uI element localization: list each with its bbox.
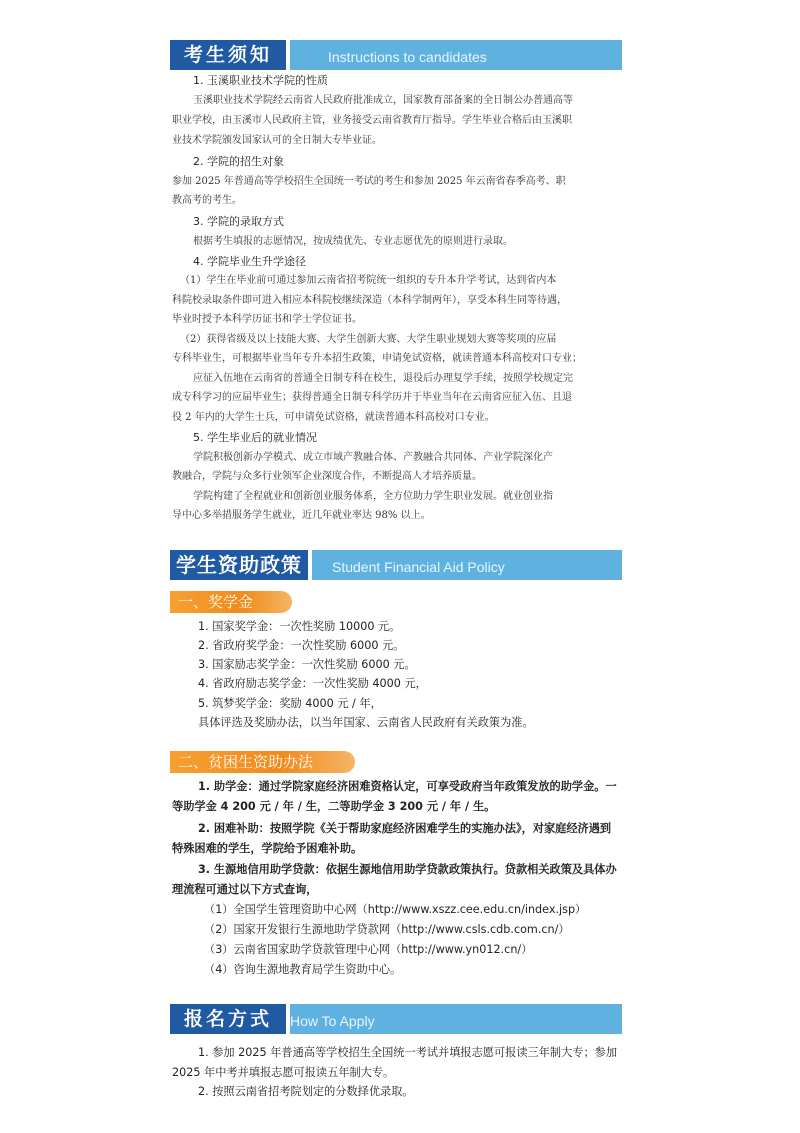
notice-text-line: 学院构建了全程就业和创新创业服务体系，全方位助力学生职业发展。就业创业指 [193, 491, 553, 502]
poverty-aid-line: 理流程可通过以下方式查询， [172, 883, 318, 896]
aid-banner [170, 550, 622, 580]
scholarship-line: 3. 国家励志奖学金：一次性奖励 6000 元。 [198, 658, 416, 671]
notice-heading-1: 1. 玉溪职业技术学院的性质 [193, 74, 328, 87]
scholarship-line: 1. 国家奖学金：一次性奖励 10000 元。 [198, 620, 401, 633]
notice-text-line: 参加 2025 年普通高等学校招生全国统一考试的考生和参加 2025 年云南省春季高考、职 [172, 176, 566, 187]
notice-text-line: 学院积极创新办学模式、成立市域产教融合体、产教融合共同体、产业学院深化产 [193, 452, 553, 463]
loan-query-item: （3）云南省国家助学贷款管理中心网（http://www.yn012.cn/） [204, 943, 533, 956]
apply-title: 报名方式 [170, 1004, 290, 1034]
notice-banner [170, 40, 622, 70]
notice-subtitle: Instructions to candidates [328, 49, 487, 65]
notice-text-line: 科院校录取条件即可进入相应本科院校继续深造（本科学制两年），享受本科生同等待遇， [172, 295, 567, 306]
notice-text-line: 役 2 年内的大学生士兵，可申请免试资格，就读普通本科高校对口专业。 [172, 412, 495, 423]
scholarship-line: 5. 筑梦奖学金：奖励 4000 元 / 年， [198, 697, 382, 710]
apply-subtitle: How To Apply [290, 1013, 375, 1029]
notice-text-line: 玉溪职业技术学院经云南省人民政府批准成立，国家教育部备案的全日制公办普通高等 [193, 95, 573, 106]
notice-title: 考生须知 [170, 40, 290, 70]
poverty-aid-line: 1. 助学金：通过学院家庭经济困难资格认定，可享受政府当年政策发放的助学金。一 [198, 780, 617, 793]
notice-text-line: 业技术学院颁发国家认可的全日制大专毕业证。 [172, 135, 382, 146]
poverty-aid-line: 3. 生源地信用助学贷款：依据生源地信用助学贷款政策执行。贷款相关政策及具体办 [198, 863, 617, 876]
aid-subtitle: Student Financial Aid Policy [332, 559, 505, 575]
scholarship-line: 4. 省政府励志奖学金：一次性奖励 4000 元， [198, 677, 427, 690]
poverty-aid-subheading: 二、贫困生资助办法 [170, 751, 355, 773]
poverty-aid-line: 等助学金 4 200 元 / 年 / 生，二等助学金 3 200 元 / 年 / 生。 [172, 800, 496, 813]
apply-line: 1. 参加 2025 年普通高等学校招生全国统一考试并填报志愿可报读三年制大专；参加 [198, 1046, 618, 1059]
notice-text-line: 职业学校，由玉溪市人民政府主管，业务接受云南省教育厅指导。学生毕业合格后由玉溪职 [172, 115, 572, 126]
notice-heading-4: 4. 学院毕业生升学途径 [193, 255, 306, 268]
notice-text-line: （1）学生在毕业前可通过参加云南省招考院统一组织的专升本升学考试，达到省内本 [180, 275, 557, 286]
notice-text-line: 导中心多举措服务学生就业，近几年就业率达 98% 以上。 [172, 510, 431, 521]
scholarship-line: 2. 省政府奖学金：一次性奖励 6000 元。 [198, 639, 405, 652]
notice-text-line: 应征入伍地在云南省的普通全日制专科在校生，退役后办理复学手续，按照学校规定完 [193, 373, 573, 384]
notice-text-line: 毕业时授予本科学历证书和学士学位证书。 [172, 314, 362, 325]
notice-text-line: 专科毕业生，可根据毕业当年专升本招生政策，申请免试资格，就读普通本科高校对口专业； [172, 353, 582, 364]
notice-heading-5: 5. 学生毕业后的就业情况 [193, 431, 317, 444]
poverty-aid-line: 2. 困难补助：按照学院《关于帮助家庭经济困难学生的实施办法》，对家庭经济遇到 [198, 822, 612, 835]
notice-text-line: （2）获得省级及以上技能大赛、大学生创新大赛、大学生职业规划大赛等奖项的应届 [180, 334, 557, 345]
notice-text-line: 教融合，学院与众多行业领军企业深度合作，不断提高人才培养质量。 [172, 471, 482, 482]
notice-text-line: 根据考生填报的志愿情况，按成绩优先、专业志愿优先的原则进行录取。 [193, 236, 513, 247]
aid-title: 学生资助政策 [170, 550, 312, 580]
notice-text-line: 成专科学习的应届毕业生；获得普通全日制专科学历并于毕业当年在云南省应征入伍、且退 [172, 392, 572, 403]
scholarship-subheading: 一、奖学金 [170, 591, 292, 613]
loan-query-item: （4）咨询生源地教育局学生资助中心。 [204, 963, 402, 976]
apply-banner [170, 1004, 622, 1034]
loan-query-item: （1）全国学生管理资助中心网（http://www.xszz.cee.edu.cn/index.jsp） [204, 903, 587, 916]
notice-text-line: 教高考的考生。 [172, 195, 242, 206]
poverty-aid-line: 特殊困难的学生，学院给予困难补助。 [172, 842, 363, 855]
notice-heading-2: 2. 学院的招生对象 [193, 155, 284, 168]
apply-line: 2. 按照云南省招考院划定的分数择优录取。 [198, 1085, 414, 1098]
notice-heading-3: 3. 学院的录取方式 [193, 215, 284, 228]
scholarship-line: 具体评选及奖励办法，以当年国家、云南省人民政府有关政策为准。 [198, 716, 534, 729]
loan-query-item: （2）国家开发银行生源地助学贷款网（http://www.csls.cdb.com.cn/） [204, 923, 570, 936]
apply-line: 2025 年中考并填报志愿可报读五年制大专。 [172, 1066, 395, 1079]
